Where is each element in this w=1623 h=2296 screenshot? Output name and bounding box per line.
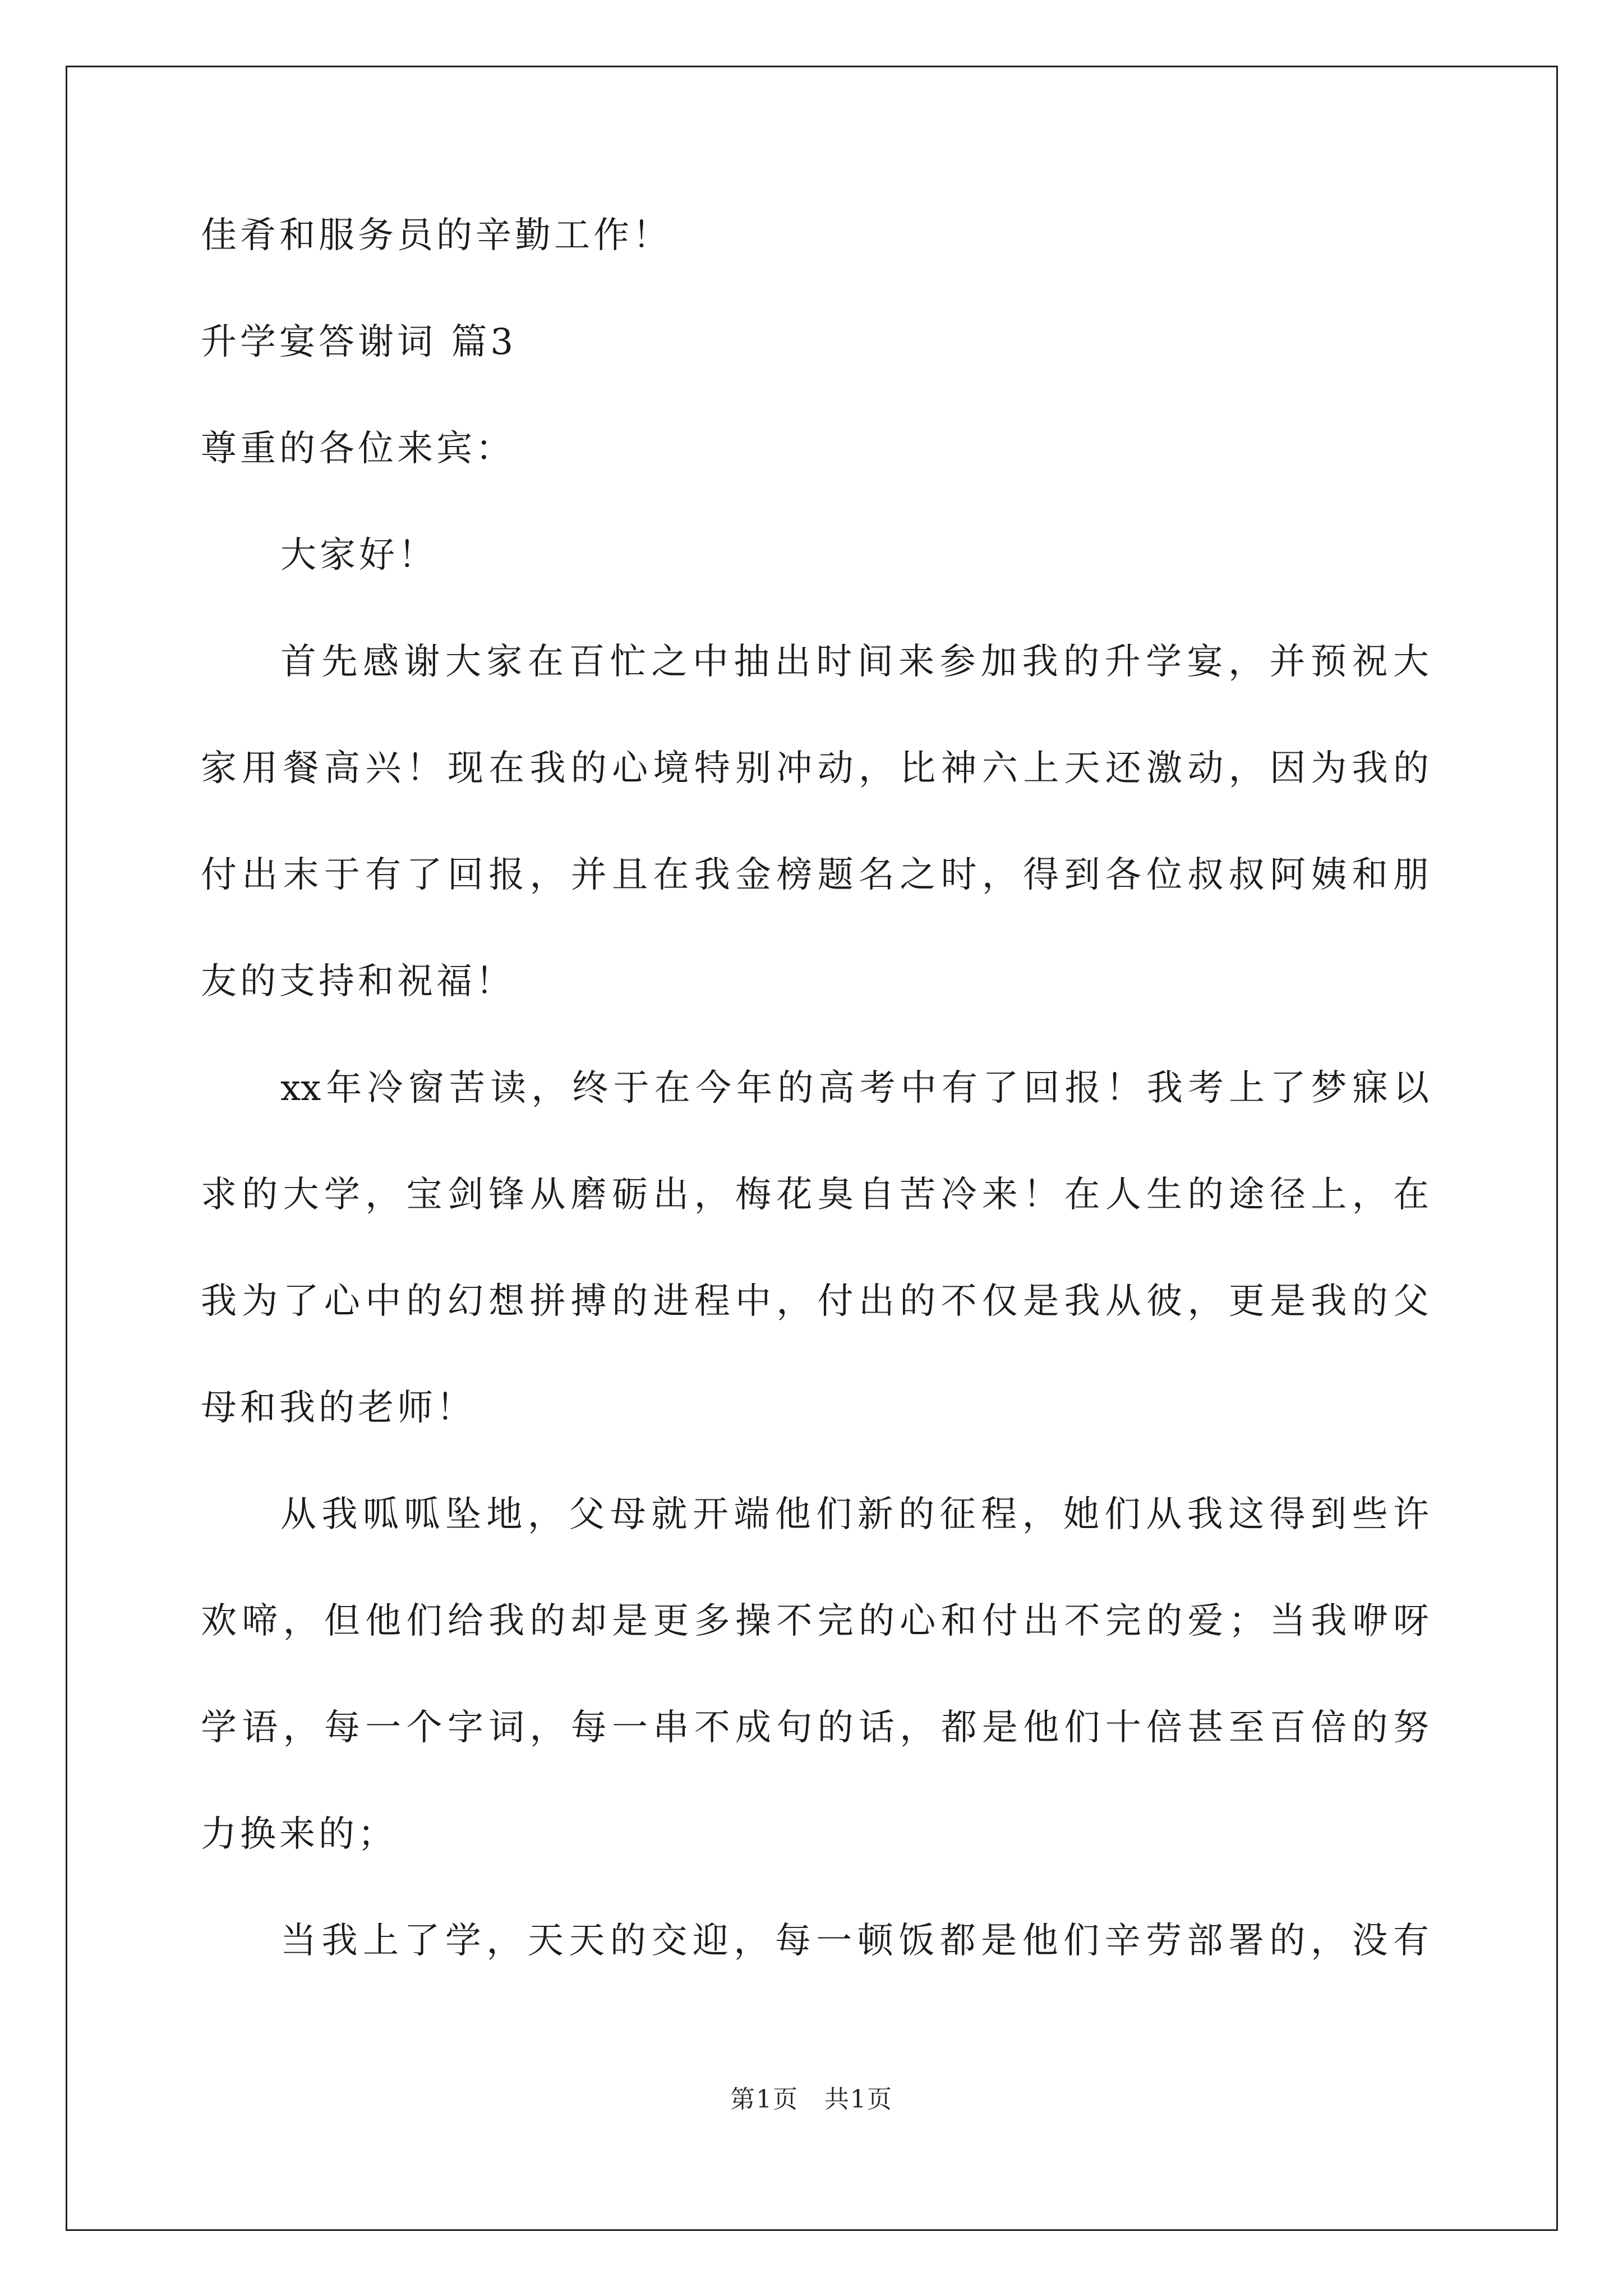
page-border (66, 66, 1558, 2231)
text-line: 求的大学，宝剑锋从磨砺出，梅花臭自苦冷来！在人生的途径上，在 (201, 1174, 1429, 1216)
salutation: 尊重的各位来宾： (201, 428, 515, 470)
text-line: 学语，每一个字词，每一串不成句的话，都是他们十倍甚至百倍的努 (201, 1707, 1429, 1749)
page-number: 第1页 共1页 (730, 2085, 893, 2114)
section-heading: 升学宴答谢词 篇3 (201, 321, 517, 363)
text-line: 我为了心中的幻想拼搏的进程中，付出的不仅是我从彼，更是我的父 (201, 1281, 1429, 1322)
text-line: 从我呱呱坠地，父母就开端他们新的征程，她们从我这得到些许 (280, 1494, 1429, 1535)
text-line: 佳肴和服务员的辛勤工作！ (201, 215, 672, 256)
text-line: 家用餐高兴！现在我的心境特别冲动，比神六上天还激动，因为我的 (201, 748, 1429, 789)
text-line: 母和我的老师！ (201, 1387, 476, 1429)
text-line: 当我上了学，天天的交迎，每一顿饭都是他们辛劳部署的，没有 (280, 1920, 1429, 1962)
text-line: 友的支持和祝福！ (201, 961, 515, 1002)
text-line: xx年冷窗苦读，终于在今年的高考中有了回报！我考上了梦寐以 (280, 1068, 1429, 1109)
text-line: 力换来的； (201, 1814, 397, 1855)
text-line: 首先感谢大家在百忙之中抽出时间来参加我的升学宴，并预祝大 (280, 641, 1429, 683)
text-line: 付出末于有了回报，并且在我金榜题名之时，得到各位叔叔阿姨和朋 (201, 854, 1429, 896)
greeting: 大家好！ (280, 535, 437, 576)
text-line: 欢啼，但他们给我的却是更多操不完的心和付出不完的爱；当我咿呀 (201, 1600, 1429, 1642)
